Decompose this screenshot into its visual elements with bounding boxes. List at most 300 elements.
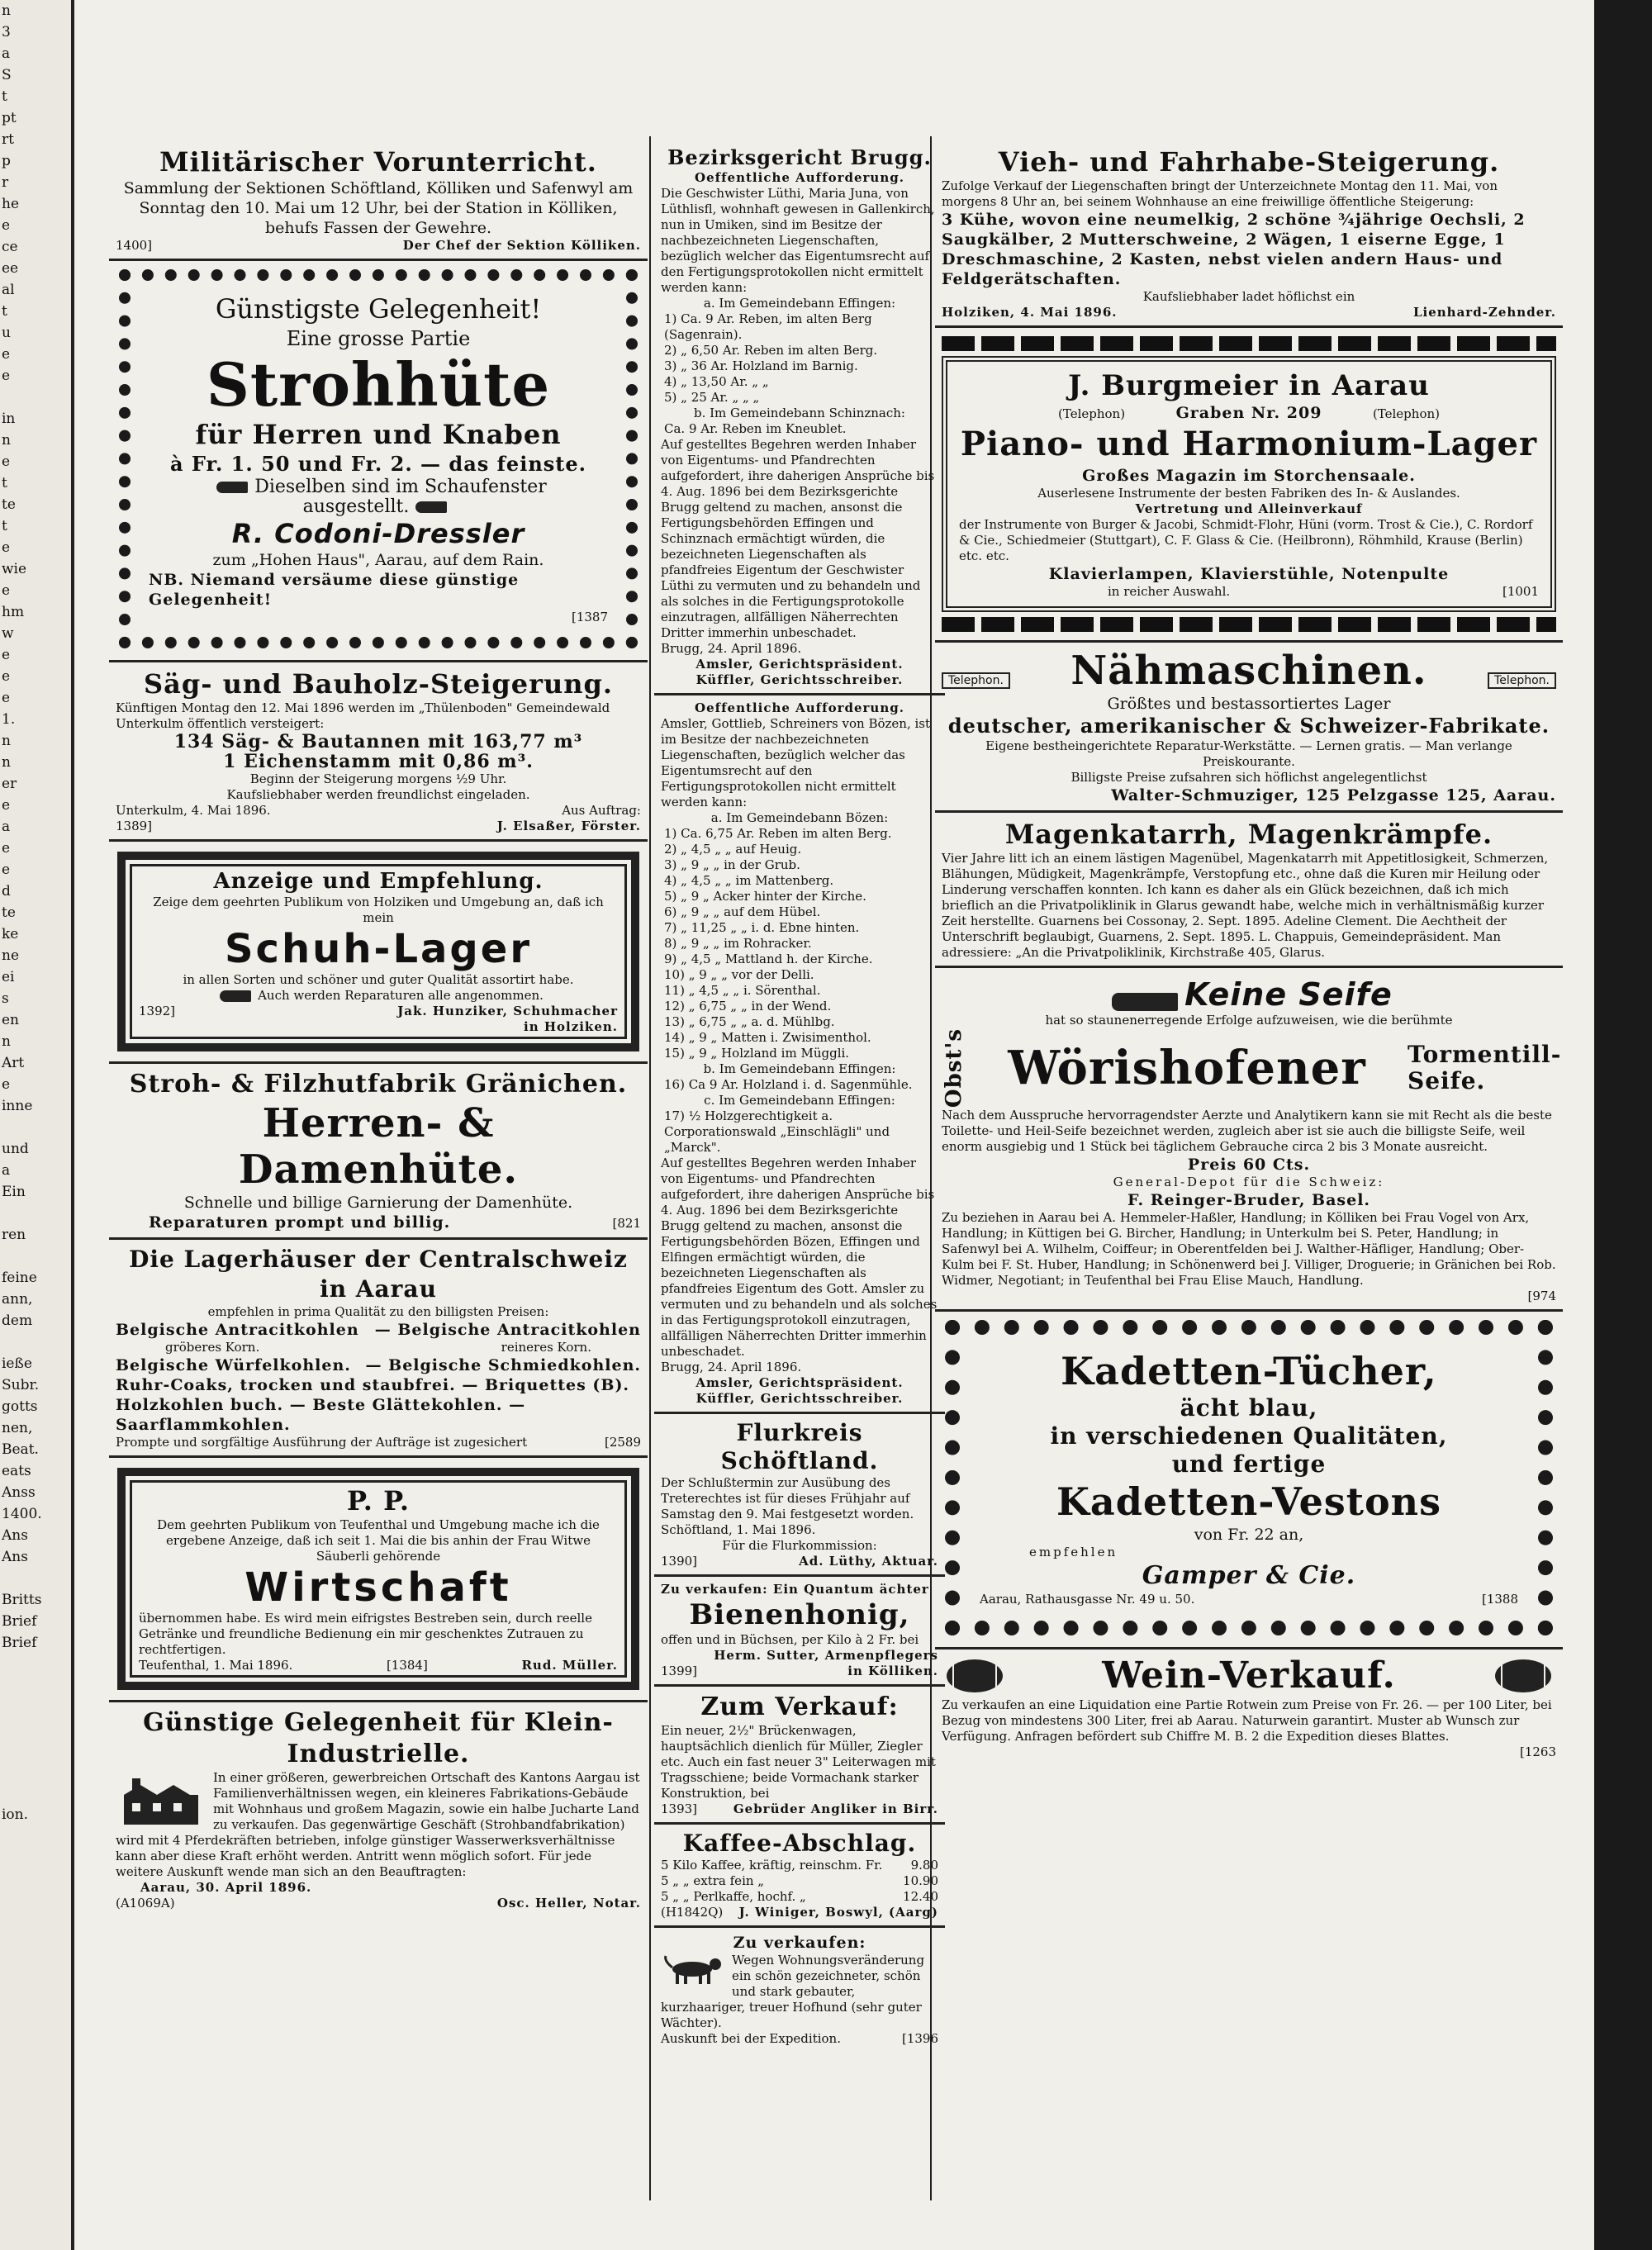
ad-title: Bezirksgericht Brugg. <box>667 145 932 169</box>
margin-fragment: inne <box>2 1098 33 1114</box>
ad-sub: Großes Magazin im Storchensaale. <box>1082 467 1416 485</box>
ad-row: gröberes Korn. <box>165 1340 260 1355</box>
ad-naehmaschinen <box>935 643 1563 813</box>
ad-row: Belgische Würfelkohlen. <box>116 1356 351 1374</box>
margin-fragment <box>0 1246 71 1267</box>
list-item: Ca. 9 Ar. Reben im Kneublet. <box>664 421 847 436</box>
ad-place: Brugg, 24. April 1896. <box>661 1360 802 1374</box>
list-item: 14) „ 9 „ Matten i. Zwisimenthol. <box>664 1030 871 1045</box>
ad-number: 1390] <box>661 1554 698 1569</box>
telephon-badge: Telephon. <box>1488 672 1556 689</box>
ad-hofhund <box>654 1928 945 2052</box>
margin-fragment <box>0 1654 71 1675</box>
margin-fragment: t <box>2 88 7 105</box>
ad-line: Schnelle und billige Garnierung der Damenhüte. <box>183 1194 573 1212</box>
ad-signature: Amsler, Gerichtspräsident. <box>695 1375 904 1390</box>
margin-fragment: pt <box>2 110 17 126</box>
list-item: 2) „ 6,50 Ar. Reben im alten Berg. <box>664 343 878 358</box>
ad-firm: Gamper & Cie. <box>1142 1561 1356 1591</box>
ad-body: Dem geehrten Publikum von Teufenthal und Umgebung mache ich die ergebene Anzeige, daß ich seit 1. Mai die bis anhin der Frau Witwe Säuberli gehörende <box>157 1517 600 1564</box>
ad-body: Der Schlußtermin zur Ausübung des Treterechtes ist für dieses Frühjahr auf Samstag den 9. Mai festgesetzt worden. <box>661 1475 914 1521</box>
ad-body: in allen Sorten und schöner und guter Qualität assortirt habe. <box>183 972 574 987</box>
pointing-hand-icon <box>216 482 248 493</box>
ad-headline: Herren- & Damenhüte. <box>238 1100 519 1193</box>
ad-number: [1384] <box>386 1658 428 1673</box>
margin-fragment: S <box>2 67 12 83</box>
ad-head: Zu verkaufen: Ein Quantum ächter <box>661 1582 929 1597</box>
ad-title: Militärischer Vorunterricht. <box>159 146 597 178</box>
list-item: 15) „ 9 „ Holzland im Müggli. <box>664 1046 850 1061</box>
ad-note: NB. Niemand versäume diese günstige Gelegenheit! <box>149 571 520 609</box>
list-item: 4) „ 13,50 Ar. „ „ <box>664 374 769 389</box>
margin-fragment: ren <box>2 1227 26 1243</box>
ad-woerishofener-seife <box>935 968 1563 1312</box>
ad-tel: (Telephon) <box>1058 406 1126 421</box>
ad-line: ausgestellt. <box>302 496 410 517</box>
ad-title: Säg- und Bauholz-Steigerung. <box>144 668 613 700</box>
ad-number: [1001 <box>1502 584 1539 599</box>
ad-title: Anzeige und Empfehlung. <box>213 869 544 894</box>
margin-fragment: ieße <box>2 1355 32 1372</box>
ad-number: [1263 <box>1519 1744 1556 1760</box>
ad-row: reineres Korn. <box>501 1340 591 1355</box>
ad-line: Größtes und bestassortiertes Lager <box>1107 695 1391 713</box>
pointing-hand-icon <box>415 501 447 513</box>
margin-fragment: Brief <box>2 1613 37 1630</box>
ad-body: Ein neuer, 2½" Brückenwagen, hauptsächlich dienlich für Müller, Ziegler etc. Auch ein fast neuer 3" Leiterwagen mit Tragsschiene; beide Vormachank starker Konstruktion, bei <box>661 1723 936 1801</box>
ad-wirtschaft <box>109 1458 648 1702</box>
margin-fragment <box>0 1675 71 1697</box>
ad-number: [1396 <box>901 2031 938 2046</box>
ad-body: In einer größeren, gewerbreichen Ortschaft des Kantons Aargau ist Familienverhältnissen wegen, ein kleineres Fabrikations-Gebäude mit Wohnhaus und großem Magazin, sowie ein halbe Jucharte Land zu verkaufen. Das gegenwärtige Geschäft (Strohbandfabrikation) wird mit 4 Pferdekräften betrieben, infolge günstiger Wasserwerksverhältnisse kann aber diese Kraft erhöht werden. Antritt wenn möglich sofort. Für jede weitere Auskunft wende man sich an den Beauftragten: <box>116 1770 640 1879</box>
ad-schuh-lager <box>109 842 648 1064</box>
list-item: 17) ½ Holzgerechtigkeit a. Corporationswald „Einschlägli" und „Marck". <box>664 1108 890 1155</box>
ad-bezirksgericht-1 <box>654 140 945 695</box>
ad-note: Beginn der Steigerung morgens ½9 Uhr. <box>249 771 507 786</box>
margin-fragment: ne <box>2 947 20 964</box>
price-row-label: 5 „ „ extra fein „ <box>661 1873 765 1888</box>
list-item: 11) „ 4,5 „ „ i. Sörenthal. <box>664 983 821 998</box>
ad-signature: Jak. Hunziker, Schuhmacher <box>397 1004 618 1018</box>
ad-body: Auf gestelltes Begehren werden Inhaber von Eigentums- und Pfandrechten aufgefordert, ihre daherigen Ansprüche bis 4. Aug. 1896 bei dem Bezirksgerichte Brugg geltend zu machen, ansonst die Fertigungsbehörden Bözen, Effingen und Elfingen ermächtigt würden, die bezeichneten Liegenschaften als pfandfreies Eigentum des Gott. Amsler zu vermuten und zu behandeln und als solches in das Fertigungsprotokoll einzutragen, allfälligen Näherrechten Dritter immerhin unbeschadet. <box>661 1156 938 1359</box>
ad-body: Die Geschwister Lüthi, Maria Juna, von Lüthlisfl, wohnhaft gewesen in Gallenkirch, nun in Umiken, sind im Besitze der nachbezeichneten Liegenschaften, bezüglich welcher das Eigentumsrecht auf den Fertigungsprotokollen nicht ermittelt werden kann: <box>661 186 935 295</box>
left-page-margin-strip <box>0 0 74 2250</box>
ad-line: Eine grosse Partie <box>286 327 471 350</box>
ad-title: Günstige Gelegenheit für Klein-Industrielle. <box>143 1708 614 1768</box>
margin-fragment: dem <box>2 1312 33 1329</box>
ad-line: von Fr. 22 an, <box>1194 1526 1304 1545</box>
ad-bezirksgericht-2 <box>654 695 945 1414</box>
ad-place: Aarau, 30. April 1896. <box>140 1880 312 1895</box>
list-item: 3) „ 9 „ „ in der Grub. <box>664 857 800 872</box>
ad-kadetten-tuecher <box>935 1312 1563 1650</box>
price-row-value: 9.80 <box>910 1858 938 1873</box>
ad-subtitle: Oeffentliche Aufforderung. <box>695 700 904 715</box>
ad-number: 1389] <box>116 819 153 833</box>
ornamental-border <box>942 336 1556 351</box>
ad-body: Nach dem Ausspruche hervorragendster Aerzte und Analytikern kann sie mit Recht als die beste Toilette- und Heil-Seife bezeichnet werden, zugleich aber ist sie auch die billigste Seife, weil enorm ausgiebig und 1 Stück bei täglichem Gebrauche circa 2 bis 3 Monate ausreicht. <box>942 1108 1552 1155</box>
ad-saeg-bauholz <box>109 662 648 842</box>
ad-tel: (Telephon) <box>1372 406 1440 421</box>
margin-fragment: t <box>2 518 7 534</box>
ad-headline: Schuh-Lager <box>224 926 533 972</box>
ad-signature: Amsler, Gerichtspräsident. <box>695 657 904 672</box>
list-item: 16) Ca 9 Ar. Holzland i. d. Sagenmühle. <box>664 1077 913 1092</box>
ad-headline: Keine Seife <box>1184 976 1393 1013</box>
ad-item: 134 Säg- & Bautannen mit 163,77 m³ <box>173 731 583 752</box>
ad-line: in verschiedenen Qualitäten, <box>1050 1422 1448 1450</box>
ad-number: [1388 <box>1481 1592 1518 1607</box>
ad-depot: General-Depot für die Schweiz: <box>1113 1175 1385 1190</box>
ad-signature: Küffler, Gerichtsschreiber. <box>695 672 904 687</box>
ad-line: Billigste Preise zufsahren sich höflichst angelegentlichst <box>1070 770 1427 785</box>
list-item: 3) „ 36 Ar. Holzland im Barnig. <box>664 358 858 373</box>
ad-headline: Wirtschaft <box>244 1564 512 1611</box>
ad-number: 1400] <box>116 238 153 253</box>
list-item: 7) „ 11,25 „ „ i. d. Ebne hinten. <box>664 920 860 935</box>
ad-strohhuete <box>109 261 648 662</box>
list-item: 1) Ca. 9 Ar. Reben, im alten Berg (Sagenrain). <box>664 311 872 342</box>
ad-number: [974 <box>1527 1289 1556 1304</box>
margin-fragment: Ein <box>2 1184 26 1200</box>
price-row-label: 5 Kilo Kaffee, kräftig, reinschm. Fr. <box>661 1858 883 1873</box>
ad-body: Amsler, Gottlieb, Schreiners von Bözen, ist im Besitze der nachbezeichneten Liegenschaften, bezüglich welcher das Eigentumsrecht auf den Fertigungsprotokollen nicht ermittelt werden kann: <box>661 716 931 809</box>
margin-fragment: in <box>2 411 16 427</box>
list-item: 12) „ 6,75 „ „ in der Wend. <box>664 999 832 1013</box>
margin-fragment: e <box>2 217 11 234</box>
ad-auftrag: Aus Auftrag: <box>562 803 641 818</box>
margin-fragment: e <box>2 453 11 470</box>
ad-place: Brugg, 24. April 1896. <box>661 641 802 656</box>
margin-fragment: e <box>2 582 11 599</box>
margin-fragment: n <box>2 1033 11 1050</box>
margin-fragment: en <box>2 1012 20 1028</box>
margin-fragment: ke <box>2 926 19 942</box>
ad-heading: a. Im Gemeindebann Bözen: <box>710 810 889 825</box>
ad-signature: Rud. Müller. <box>521 1658 618 1673</box>
margin-fragment: r <box>2 174 9 191</box>
margin-fragment: al <box>2 282 15 298</box>
ad-magenkatarrh <box>935 813 1563 968</box>
margin-fragment: e <box>2 797 11 814</box>
list-item: 10) „ 9 „ „ vor der Delli. <box>664 967 814 982</box>
margin-fragment <box>0 387 71 408</box>
margin-fragment: e <box>2 539 11 556</box>
ad-place: Teufenthal, 1. Mai 1896. <box>139 1658 293 1673</box>
ad-title: Kaffee-Abschlag. <box>682 1830 917 1857</box>
margin-fragment: ion. <box>2 1806 29 1823</box>
margin-fragment: rt <box>2 131 14 148</box>
ad-title: Zum Verkauf: <box>700 1692 899 1721</box>
margin-fragment: te <box>2 496 16 513</box>
ad-signature: Osc. Heller, Notar. <box>496 1896 641 1911</box>
ad-address: Graben Nr. 209 <box>1175 404 1322 422</box>
column-middle <box>654 140 945 2200</box>
ad-item: 1 Eichenstamm mit 0,86 m³. <box>223 751 534 772</box>
margin-fragment: nen, <box>2 1420 33 1436</box>
margin-fragment: a <box>2 1162 11 1179</box>
ad-title: Die Lagerhäuser der Centralschweiz in Aarau <box>129 1246 628 1303</box>
list-item: 1) Ca. 6,75 Ar. Reben im alten Berg. <box>664 826 892 841</box>
ad-bienenhonig <box>654 1577 945 1687</box>
ad-body: Zufolge Verkauf der Liegenschaften bringt der Unterzeichnete Montag den 11. Mai, von morgens 8 Uhr an, bei seinem Wohnhause an eine freiwillige öffentliche Steigerung: <box>942 178 1498 209</box>
list-item: 2) „ 4,5 „ „ auf Heuig. <box>664 842 802 857</box>
margin-fragment <box>0 1331 71 1353</box>
ad-heading: b. Im Gemeindebann Schinznach: <box>693 406 905 420</box>
ad-title: Wein-Verkauf. <box>1102 1654 1396 1697</box>
ad-heading: b. Im Gemeindebann Effingen: <box>703 1061 896 1076</box>
margin-fragment: Subr. <box>2 1377 40 1393</box>
ad-number: [2589 <box>604 1435 641 1450</box>
margin-fragment: n <box>2 754 11 771</box>
ad-note: Kaufsliebhaber werden freundlichst eingeladen. <box>226 787 530 802</box>
ad-row: Ruhr-Coaks, trocken und staubfrei. — Briquettes (B). <box>116 1376 630 1394</box>
ad-line: à Fr. 1. 50 und Fr. 2. — das feinste. <box>170 452 586 476</box>
ad-footer: Prompte und sorgfältige Ausführung der Aufträge ist zugesichert <box>116 1435 528 1450</box>
margin-fragment: Britts <box>2 1592 42 1608</box>
ad-line: Klavierlampen, Klavierstühle, Notenpulte <box>1048 565 1450 583</box>
margin-fragment <box>0 1697 71 1718</box>
ad-burgmeier-piano <box>935 328 1563 643</box>
ad-line: der Instrumente von Burger & Jacobi, Schmidt-Flohr, Hüni (vorm. Trost & Cie.), C. Rordorf & Cie., Schiedmeier (Stuttgart), C. F. Glass & Cie. (Heilbronn), Röhmhild, Krause (Berlin) etc. etc. <box>959 517 1533 563</box>
ad-body: Künftigen Montag den 12. Mai 1896 werden im „Thülenboden" Gemeindewald Unterkulm öffentlich versteigert: <box>116 700 610 731</box>
barrel-icon <box>942 1655 1008 1697</box>
ad-zum-verkauf <box>654 1687 945 1825</box>
margin-fragment: Art <box>2 1055 25 1071</box>
telephon-badge: Telephon. <box>942 672 1010 689</box>
ad-signature: Ad. Lüthy, Aktuar. <box>799 1554 938 1569</box>
margin-fragment: a <box>2 45 11 62</box>
ad-body: Sammlung der Sektionen Schöftland, Kölliken und Safenwyl am Sonntag den 10. Mai um 12 Uhr, bei der Station in Kölliken, behufs Fassen der Gewehre. <box>123 179 634 237</box>
ad-address: zum „Hohen Haus", Aarau, auf dem Rain. <box>212 551 544 569</box>
ad-body: übernommen habe. Es wird mein eifrigstes Bestreben sein, durch reelle Getränke und freundliche Bedienung ein mir geschenktes Zutrauen zu rechtfertigen. <box>139 1611 592 1657</box>
ad-number: 1392] <box>139 1004 176 1018</box>
ad-body: 3 Kühe, wovon eine neumelkig, 2 schöne ¾jährige Oechsli, 2 Saugkälber, 2 Mutterschweine, 2 Wägen, 1 eiserne Egge, 1 Dreschmaschine, 2 Kasten, nebst vielen andern Haus- und Feldgerätschaften. <box>942 211 1526 288</box>
margin-fragment: w <box>2 625 14 642</box>
pointing-hand-icon <box>220 990 251 1002</box>
ad-body: Auch werden Reparaturen alle angenommen. <box>258 988 544 1003</box>
margin-fragment: e <box>2 1076 11 1093</box>
ad-signature: Walter-Schmuziger, 125 Pelzgasse 125, Aarau. <box>1111 786 1556 805</box>
ad-sub: Für die Flurkommission: <box>722 1538 877 1553</box>
list-item: 5) „ 9 „ Acker hinter der Kirche. <box>664 889 866 904</box>
margin-fragment: feine <box>2 1270 37 1286</box>
margin-fragment <box>0 1782 71 1804</box>
margin-fragment: n <box>2 2 11 19</box>
ad-number: 1399] <box>661 1664 698 1678</box>
margin-fragment: Beat. <box>2 1441 39 1458</box>
margin-fragment: 3 <box>2 24 11 40</box>
ad-row: Holzkohlen buch. — Beste Glättekohlen. — Saarflammkohlen. <box>116 1396 526 1434</box>
ad-line: Dieselben sind im Schaufenster <box>254 477 547 497</box>
margin-fragment: gotts <box>2 1398 38 1415</box>
margin-fragment: e <box>2 690 11 706</box>
ad-headline: Strohhüte <box>206 349 551 420</box>
ad-number: [821 <box>612 1216 641 1231</box>
margin-fragment <box>0 1568 71 1589</box>
ad-footer: Auskunft bei der Expedition. <box>661 2031 841 2046</box>
ad-body: Vier Jahre litt ich an einem lästigen Magenübel, Magenkatarrh mit Appetitlosigkeit, Schmerzen, Blähungen, Müdigkeit, Magenkrämpfe, Verstopfung etc., ohne daß die Kuren mir Heilung oder Linderung verschaffen konnten. Ich kann es daher als ein Glück bezeichnen, daß ich mich brieflich an die Privatpoliklinik in Glarus gewandt habe, welche mich in verhältnismäßig kurzer Zeit herstellte. Guarnens bei Cossonay, 2. Sept. 1895. Adeline Clement. Die Aechtheit der Unterschrift beglaubigt, Guarnens, 2. Sept. 1895. L. Chappuis, Gemeindepräsident. Man adressiere: „An die Privatpoliklinik, Kirchstraße 405, Glarus. <box>942 851 1549 960</box>
margin-fragment <box>0 1718 71 1740</box>
factory-icon <box>116 1770 206 1828</box>
ad-headline: Kadetten-Tücher, <box>1061 1349 1437 1394</box>
ad-signature: Gebrüder Angliker in Birr. <box>733 1801 938 1816</box>
ad-headline: Piano- und Harmonium-Lager <box>960 425 1538 463</box>
ad-title: Stroh- & Filzhutfabrik Gränichen. <box>129 1070 628 1099</box>
margin-fragment: u <box>2 325 11 341</box>
ad-line: Reparaturen prompt und billig. <box>149 1213 451 1232</box>
margin-fragment: eats <box>2 1463 31 1479</box>
column-rule <box>649 136 651 2200</box>
margin-fragment: t <box>2 475 7 491</box>
ad-place: Holziken, 4. Mai 1896. <box>942 305 1118 320</box>
ad-side-label: Obst's <box>942 1028 966 1108</box>
ad-line: Auserlesene Instrumente der besten Fabriken des In- & Auslandes. <box>1037 486 1460 501</box>
margin-fragment: und <box>2 1141 29 1157</box>
ad-intro: empfehlen in prima Qualität zu den billigsten Preisen: <box>207 1304 549 1319</box>
barrel-icon <box>1490 1655 1556 1697</box>
ad-vieh-fahrhabe <box>935 140 1563 328</box>
ad-wein-verkauf <box>935 1650 1563 1765</box>
ad-signature: J. Winiger, Boswyl, (Aarg) <box>738 1905 938 1920</box>
ad-body: Wegen Wohnungsveränderung ein schön gezeichneter, schön und stark gebauter, kurzhaariger, treuer Hofhund (sehr guter Wächter). <box>661 1953 925 2030</box>
ad-kaffee <box>654 1825 945 1928</box>
ad-title: Nähmaschinen. <box>1070 648 1427 694</box>
margin-fragment: Ans <box>2 1527 28 1544</box>
ad-signature: in Holziken. <box>524 1019 618 1034</box>
ad-place: Aarau, Rathausgasse Nr. 49 u. 50. <box>980 1592 1195 1607</box>
price-row-value: 12.40 <box>903 1889 938 1904</box>
ad-lagerhaeuser <box>109 1240 648 1458</box>
list-item: 8) „ 9 „ „ im Rohracker. <box>664 936 812 951</box>
ad-line: Günstigste Gelegenheit! <box>215 293 542 325</box>
ad-head: Zu verkaufen: <box>733 1934 866 1952</box>
ad-firm: F. Reinger-Bruder, Basel. <box>1127 1191 1371 1210</box>
margin-fragment <box>0 1117 71 1138</box>
ad-line: Eigene bestheingerichtete Reparatur-Werkstätte. — Lernen gratis. — Man verlange Preiskourante. <box>985 738 1512 769</box>
ad-filzhutfabrik <box>109 1064 648 1240</box>
margin-fragment: e <box>2 668 11 685</box>
margin-fragment: s <box>2 990 9 1007</box>
ad-line: und fertige <box>1171 1450 1327 1479</box>
margin-fragment: n <box>2 733 11 749</box>
ad-place: Unterkulm, 4. Mai 1896. <box>116 803 271 818</box>
list-item: 6) „ 9 „ „ auf dem Hübel. <box>664 904 821 919</box>
ad-number: (A1069A) <box>116 1896 175 1911</box>
margin-fragment <box>0 1761 71 1782</box>
margin-fragment: ei <box>2 969 15 985</box>
column-left <box>109 140 648 2200</box>
margin-fragment: Anss <box>2 1484 36 1501</box>
ad-body: Kaufsliebhaber ladet höflichst ein <box>1142 289 1355 304</box>
margin-fragment: er <box>2 776 17 792</box>
margin-fragment: ann, <box>2 1291 33 1308</box>
ad-body: Zu beziehen in Aarau bei A. Hemmeler-Haßler, Handlung; in Kölliken bei Frau Vogel von Arx, Handlung; in Küttigen bei G. Bircher, Handlung; in Unterkulm bei S. Peter, Handlung; in Safenwyl bei A. Wilhelm, Coiffeur; in Oberentfelden bei J. Walther-Häfliger, Handlung; Ober-Kulm bei F. St. Huber, Handlung; in Schönenwerd bei J. Villiger, Droguerie; in Gränichen bei Rob. Widmer, Negotiant; in Teufenthal bei Frau Elise Mauch, Handlung. <box>942 1210 1556 1289</box>
ad-row: Belgische Antracitkohlen <box>116 1321 359 1339</box>
ad-price: Preis 60 Cts. <box>1187 1156 1311 1175</box>
ad-heading: a. Im Gemeindebann Effingen: <box>703 296 896 311</box>
dotted-frame <box>119 269 638 648</box>
margin-fragment: 1. <box>2 711 16 728</box>
ad-row: — Belgische Antracitkohlen <box>374 1321 641 1339</box>
margin-fragment: te <box>2 904 16 921</box>
ad-line: für Herren und Knaben <box>195 419 562 450</box>
margin-fragment: 1400. <box>2 1506 42 1522</box>
ad-flurkreis <box>654 1414 945 1577</box>
ad-title: P. P. <box>347 1485 410 1517</box>
price-row-label: 5 „ „ Perlkaffe, hochf. „ <box>661 1889 806 1904</box>
ad-signature: in Kölliken. <box>847 1664 938 1678</box>
margin-fragment: ce <box>2 239 18 255</box>
ad-body: Auf gestelltes Begehren werden Inhaber von Eigentums- und Pfandrechten aufgefordert, ihre daherigen Ansprüche bis 4. Aug. 1896 bei dem Bezirksgerichte Brugg geltend zu machen, ansonst die Fertigungsbehörden Effingen und Schinznach ermächtigt würden, die bezeichneten Liegenschaften als pfandfreies Eigentum der Geschwister Lüthi zu vermuten und zu behandeln und als solches in die Fertigungsprotokolle einzutragen, allfälligen Näherrechten Dritter immerhin unbeschadet. <box>661 437 935 640</box>
ad-subtitle: Oeffentliche Aufforderung. <box>695 170 904 185</box>
price-row-value: 10.90 <box>903 1873 938 1888</box>
margin-fragment <box>0 1203 71 1224</box>
margin-fragment <box>0 1740 71 1761</box>
ad-line: empfehlen <box>1029 1545 1118 1560</box>
ad-line: in reicher Auswahl. <box>1108 584 1231 599</box>
margin-fragment: a <box>2 819 11 835</box>
ad-title: Magenkatarrh, Magenkrämpfe. <box>1004 819 1493 850</box>
list-item: 9) „ 4,5 „ Mattland h. der Kirche. <box>664 952 873 966</box>
ad-klein-industrielle <box>109 1702 648 1916</box>
margin-fragment: d <box>2 883 11 900</box>
margin-fragment: wie <box>2 561 27 577</box>
margin-fragment: e <box>2 862 11 878</box>
ad-headline: Kadetten-Vestons <box>1056 1479 1442 1525</box>
ad-heading: c. Im Gemeindebann Effingen: <box>704 1093 895 1108</box>
margin-fragment: Ans <box>2 1549 28 1565</box>
ad-signature: Küffler, Gerichtsschreiber. <box>695 1391 904 1406</box>
margin-fragment: e <box>2 647 11 663</box>
margin-fragment: p <box>2 153 11 169</box>
pointing-hand-icon <box>1112 993 1178 1011</box>
ad-body: offen und in Büchsen, per Kilo à 2 Fr. bei <box>661 1632 919 1647</box>
ad-number: 1393] <box>661 1801 698 1816</box>
ad-signature: Herm. Sutter, Armenpflegers <box>714 1648 938 1663</box>
ad-firm: R. Codoni-Dressler <box>231 518 525 549</box>
ad-militaerischer-vorunterricht <box>109 140 648 261</box>
list-item: 5) „ 25 Ar. „ „ „ <box>664 390 760 405</box>
margin-fragment: e <box>2 346 11 363</box>
dog-icon <box>661 1953 727 1986</box>
ad-headline: Tormentill-Seife. <box>1408 1041 1562 1095</box>
margin-fragment: n <box>2 432 11 449</box>
ad-row: — Belgische Schmiedkohlen. <box>365 1356 641 1374</box>
ad-signature: Lienhard-Zehnder. <box>1412 305 1556 320</box>
ad-body: Zeige dem geehrten Publikum von Holziken und Umgebung an, daß ich mein <box>153 895 604 925</box>
ad-title: Flurkreis Schöftland. <box>720 1419 879 1474</box>
margin-fragment: hm <box>2 604 25 620</box>
ad-body: Zu verkaufen an eine Liquidation eine Partie Rotwein zum Preise von Fr. 26. — per 100 Liter, bei Bezug von mindestens 300 Liter, frei ab Aarau. Naturwein garantirt. Muster ab Wunsch zur Verfügung. Anfragen befördert sub Chiffre M. B. 2 die Expedition dieses Blattes. <box>942 1697 1552 1744</box>
margin-fragment: e <box>2 840 11 857</box>
margin-fragment: he <box>2 196 20 212</box>
ad-headline: Wörishofener <box>1008 1041 1366 1096</box>
ad-signature: J. Elsaßer, Förster. <box>496 819 641 833</box>
column-right <box>935 140 1563 2200</box>
ad-line: Vertretung und Alleinverkauf <box>1135 501 1363 516</box>
ad-number: [1387 <box>571 610 608 624</box>
ornamental-border <box>942 617 1556 632</box>
ad-signature: Der Chef der Sektion Kölliken. <box>402 238 641 253</box>
list-item: 4) „ 4,5 „ „ im Mattenberg. <box>664 873 834 888</box>
margin-fragment: e <box>2 368 11 384</box>
ad-title: Vieh- und Fahrhabe-Steigerung. <box>998 146 1500 178</box>
ad-number: (H1842Q) <box>661 1905 724 1920</box>
margin-fragment: ee <box>2 260 19 277</box>
ad-line: deutscher, amerikanischer & Schweizer-Fabrikate. <box>947 714 1550 738</box>
ad-title: J. Burgmeier in Aarau <box>1068 369 1430 402</box>
